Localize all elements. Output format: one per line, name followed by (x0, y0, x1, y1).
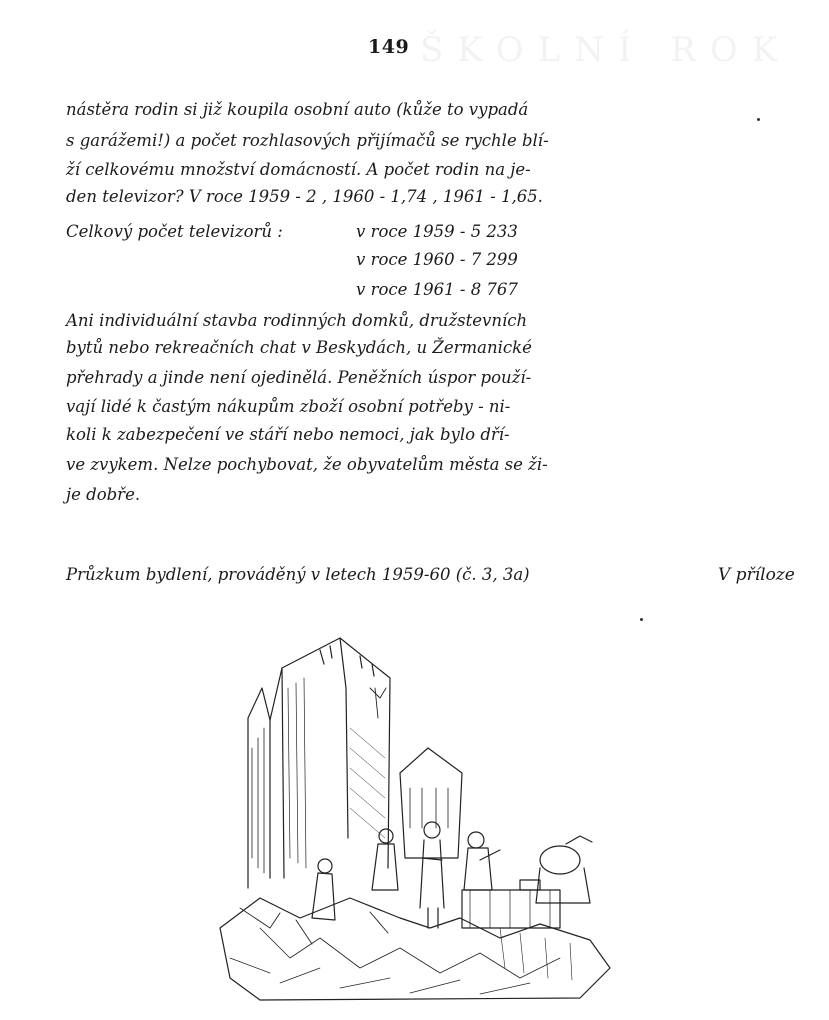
paragraph-line: den televizor? V roce 1959 - 2 , 1960 - 1,74 , 1961 - 1,65. (66, 187, 543, 206)
tv-total-label: Celkový počet televizorů : (66, 222, 283, 241)
faded-background-text: ŠKOLNÍ ROK (420, 30, 792, 70)
tv-total-row: v roce 1960 - 7 299 (356, 250, 518, 269)
paragraph-line: přehrady a jinde není ojedinělá. Peněžních úspor použí- (66, 368, 532, 387)
paragraph-line: ží celkovému množství domácností. A počet rodin na je- (66, 160, 531, 179)
paragraph-line: ve zvykem. Nelze pochybovat, že obyvatelům města se ži- (66, 455, 548, 474)
street-scene-sketch (200, 628, 620, 1008)
paragraph-line: vají lidé k častým nákupům zboží osobní potřeby - ni- (66, 397, 511, 416)
page-number: 149 (368, 36, 410, 58)
paragraph-line: nástěra rodin si již koupila osobní auto (kůže to vypadá (66, 100, 529, 119)
survey-caption: Průzkum bydlení, prováděný v letech 1959-60 (č. 3, 3a) (66, 565, 530, 584)
appendix-note: V příloze (718, 565, 795, 585)
paragraph-line: je dobře. (66, 485, 141, 504)
paragraph-line: koli k zabezpečení ve stáří nebo nemoci, jak bylo dří- (66, 425, 510, 444)
paragraph-line: Ani individuální stavba rodinných domků, družstevních (66, 311, 528, 330)
ink-speck (757, 118, 760, 121)
ink-speck (640, 618, 643, 621)
tv-total-row: v roce 1959 - 5 233 (356, 222, 518, 241)
paragraph-line: bytů nebo rekreačních chat v Beskydách, u Žermanické (66, 338, 532, 357)
paragraph-line: s garážemi!) a počet rozhlasových přijímačů se rychle blí- (66, 131, 549, 150)
tv-total-row: v roce 1961 - 8 767 (356, 280, 518, 299)
